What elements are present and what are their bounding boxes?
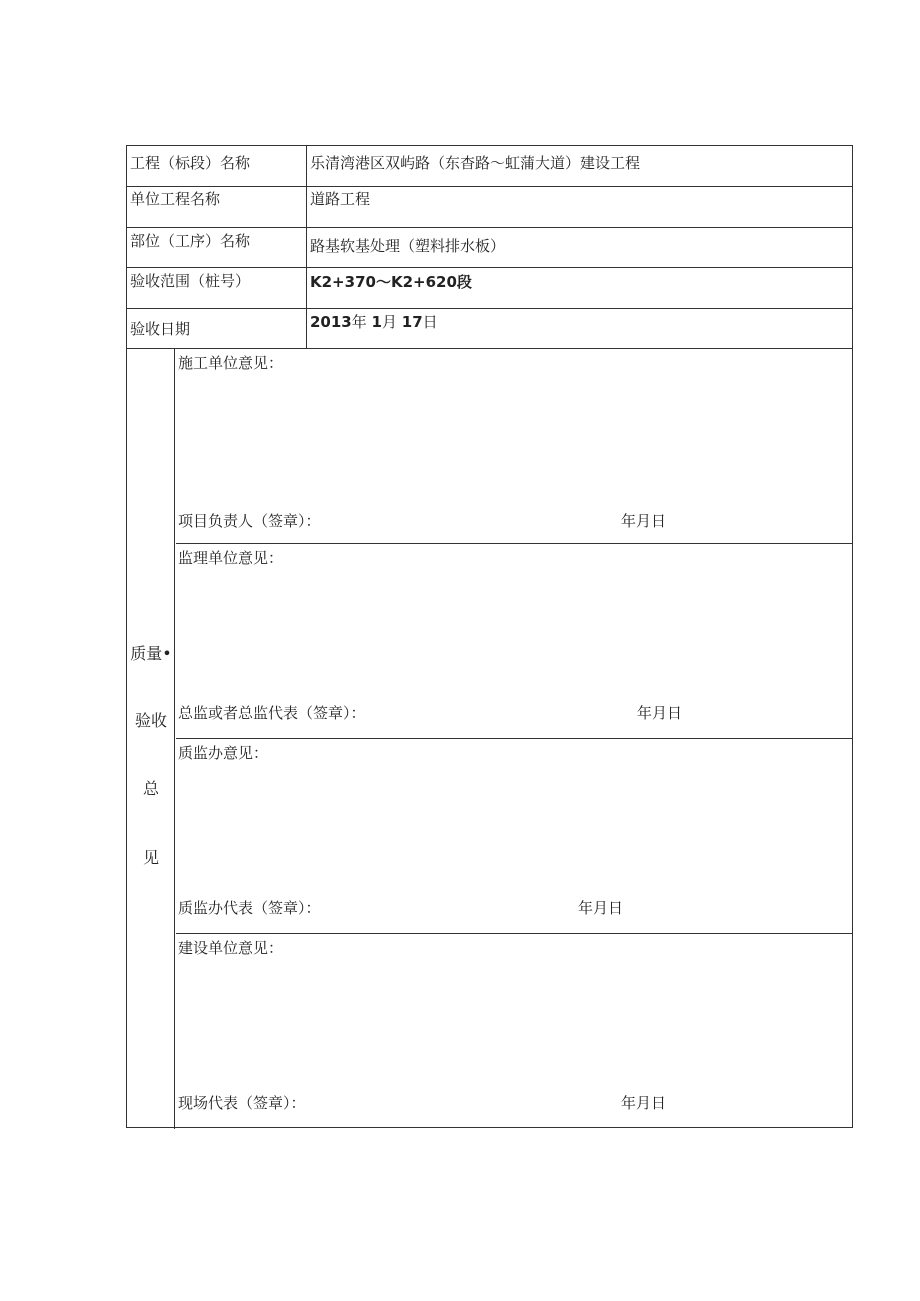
project-name-label: 工程（标段）名称 (127, 146, 307, 186)
date-year: 2013 (310, 313, 352, 331)
date-day-unit: 日 (422, 313, 438, 331)
quality-office-signer: 质监办代表（签章）： (178, 899, 321, 917)
section-row (127, 228, 852, 268)
quality-office-date: 年月日 (578, 899, 624, 917)
owner-date: 年月日 (621, 1094, 667, 1112)
construction-date: 年月日 (621, 512, 667, 530)
supervision-signer: 总监或者总监代表（签章）： (178, 704, 366, 722)
owner-signer: 现场代表（签章）： (178, 1094, 306, 1112)
scope-label: 验收范围（桩号） (127, 268, 307, 308)
construction-signer: 项目负责人（签章）： (178, 512, 321, 530)
unit-project-row (127, 187, 852, 228)
date-month: 1 (371, 313, 382, 331)
side-label-line2: 验收 (134, 711, 167, 730)
section-value: 路基软基处理（塑料排水板） (310, 237, 506, 255)
project-name-row (127, 146, 852, 187)
date-year-unit: 年 (351, 313, 367, 331)
side-label-line3: 总 (142, 779, 159, 798)
scope-value: K2+370～K2+620段 (310, 273, 472, 291)
date-row (127, 309, 852, 349)
unit-project-value: 道路工程 (310, 190, 371, 208)
date-label: 验收日期 (127, 309, 307, 348)
side-label-line1: 质量• (130, 644, 172, 663)
construction-opinion-title: 施工单位意见： (178, 354, 284, 372)
supervision-date: 年月日 (637, 704, 683, 722)
quality-acceptance-side-label (127, 349, 175, 1129)
unit-project-label: 单位工程名称 (127, 187, 307, 227)
quality-office-opinion-title: 质监办意见： (178, 744, 269, 762)
owner-opinion-title: 建设单位意见： (178, 939, 284, 957)
owner-unit-opinion (176, 934, 852, 1129)
quality-office-opinion (176, 739, 852, 934)
construction-unit-opinion (176, 349, 852, 544)
supervision-unit-opinion (176, 544, 852, 739)
project-name-value: 乐清湾港区双屿路（东杳路～虹蒲大道）建设工程 (310, 154, 641, 172)
scope-row (127, 268, 852, 309)
acceptance-form (126, 145, 853, 1128)
side-label-line4: 见 (142, 848, 159, 867)
supervision-opinion-title: 监理单位意见： (178, 549, 284, 567)
date-day: 17 (401, 313, 423, 331)
date-month-unit: 月 (381, 313, 397, 331)
date-value (308, 309, 852, 352)
section-label: 部位（工序）名称 (127, 228, 307, 267)
